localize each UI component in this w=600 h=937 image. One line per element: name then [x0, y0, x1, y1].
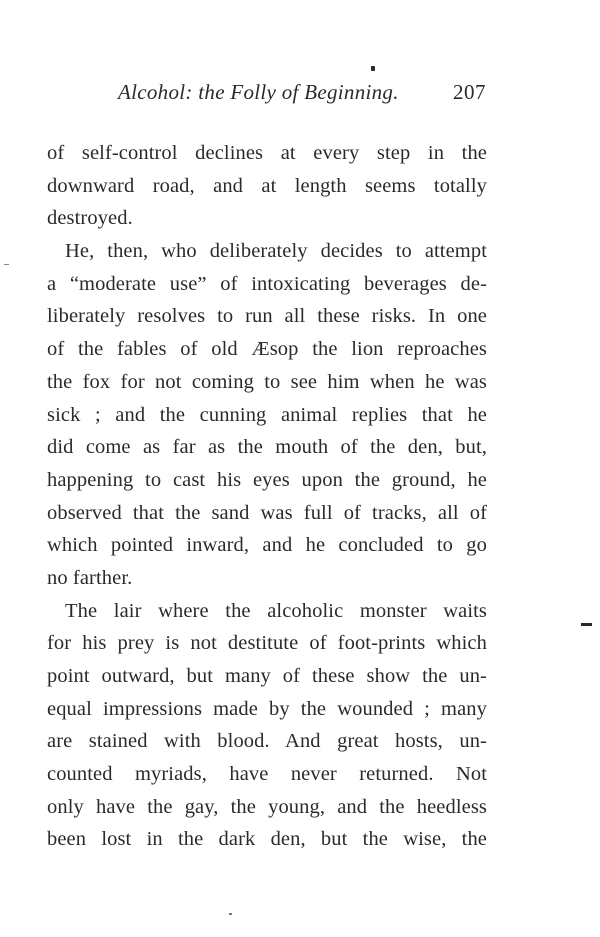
text-line: equal impressions made by the wounded ; many [47, 697, 487, 720]
text-line: counted myriads, have never returned. Not [47, 763, 487, 786]
text-line: been lost in the dark den, but the wise, the [47, 828, 487, 851]
text-line: which pointed inward, and he concluded to go [47, 534, 487, 557]
text-line: are stained with blood. And great hosts, un- [47, 730, 487, 753]
text-line: happening to cast his eyes upon the ground, he [47, 468, 487, 491]
text-line: downward road, and at length seems totally [47, 174, 487, 197]
text-line: a “moderate use” of intoxicating beverages de- [47, 272, 487, 295]
text-line: point outward, but many of these show the un- [47, 665, 487, 687]
text-line: observed that the sand was full of tracks, all of [47, 501, 487, 524]
text-line: did come as far as the mouth of the den, but, [47, 436, 487, 459]
ink-speck [371, 66, 375, 71]
text-line: of self-control declines at every step in the [47, 142, 487, 164]
text-line: the fox for not coming to see him when he was [47, 370, 487, 393]
page-number: 207 [453, 80, 486, 104]
body-text [47, 137, 487, 856]
text-line: destroyed. [47, 207, 133, 230]
text-line: liberately resolves to run all these risks. In one [47, 305, 487, 328]
text-line: sick ; and the cunning animal replies that he [47, 403, 487, 426]
text-line: The lair where the alcoholic monster waits [65, 599, 487, 622]
running-title: Alcohol: the Folly of Beginning. [118, 80, 399, 104]
text-line: He, then, who deliberately decides to attempt [65, 240, 487, 263]
running-head [0, 80, 600, 114]
text-line: of the fables of old Æsop the lion reproaches [47, 338, 487, 361]
ink-speck [4, 264, 9, 265]
text-line: no farther. [47, 566, 133, 589]
text-line: only have the gay, the young, and the heedless [47, 795, 487, 818]
ink-speck [581, 623, 592, 626]
text-line: for his prey is not destitute of foot-prints which [47, 632, 487, 655]
ink-speck [229, 913, 232, 915]
